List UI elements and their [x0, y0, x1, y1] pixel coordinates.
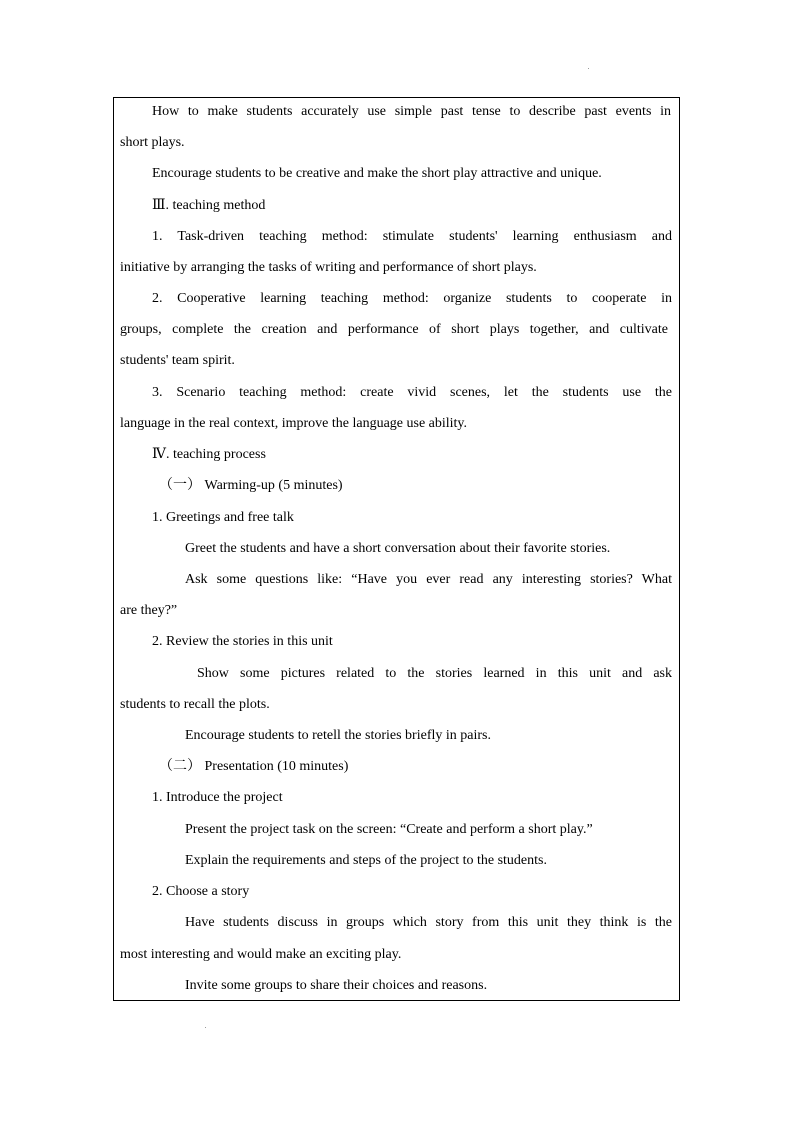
text-line: 2. Cooperative learning teaching method: organize students to cooperate in [152, 291, 672, 306]
scan-speck-bottom [205, 1027, 206, 1028]
text-line: 1. Greetings and free talk [152, 510, 294, 525]
text-line: 2. Choose a story [152, 884, 250, 899]
text-line: How to make students accurately use simple past tense to describe past events in [152, 104, 671, 119]
text-line: initiative by arranging the tasks of writing and performance of short plays. [120, 260, 537, 275]
text-line: 1. Introduce the project [152, 790, 283, 805]
text-line: are they?” [120, 603, 178, 618]
text-line: groups, complete the creation and performance of short plays together, and cultivate [120, 322, 668, 337]
text-line: Ask some questions like: “Have you ever read any interesting stories? What [185, 572, 672, 587]
text-line: Encourage students to be creative and make the short play attractive and unique. [152, 166, 602, 181]
text-line: short plays. [120, 135, 185, 150]
scan-speck-top [588, 68, 589, 69]
text-line: 3. Scenario teaching method: create vivid scenes, let the students use the [152, 385, 672, 400]
text-line: most interesting and would make an exciting play. [120, 947, 402, 962]
text-line: students to recall the plots. [120, 697, 270, 712]
text-line: Encourage students to retell the stories briefly in pairs. [185, 728, 491, 743]
text-line: 1. Task-driven teaching method: stimulate students' learning enthusiasm and [152, 229, 672, 244]
text-line: Greet the students and have a short conversation about their favorite stories. [185, 541, 611, 556]
section-heading-teaching-process: Ⅳ. teaching process [152, 447, 266, 462]
text-line: Explain the requirements and steps of the project to the students. [185, 853, 547, 868]
subsection-heading-warming-up: （一） Warming-up (5 minutes) [159, 478, 343, 493]
text-line: 2. Review the stories in this unit [152, 634, 333, 649]
text-line: Show some pictures related to the stories learned in this unit and ask [197, 666, 672, 681]
subsection-heading-presentation: （二） Presentation (10 minutes) [159, 759, 349, 774]
text-line: students' team spirit. [120, 353, 235, 368]
text-line: language in the real context, improve the language use ability. [120, 416, 468, 431]
text-line: Present the project task on the screen: “Create and perform a short play.” [185, 822, 593, 837]
text-line: Invite some groups to share their choices and reasons. [185, 978, 488, 993]
section-heading-teaching-method: Ⅲ. teaching method [152, 198, 266, 213]
text-line: Have students discuss in groups which story from this unit they think is the [185, 915, 672, 930]
